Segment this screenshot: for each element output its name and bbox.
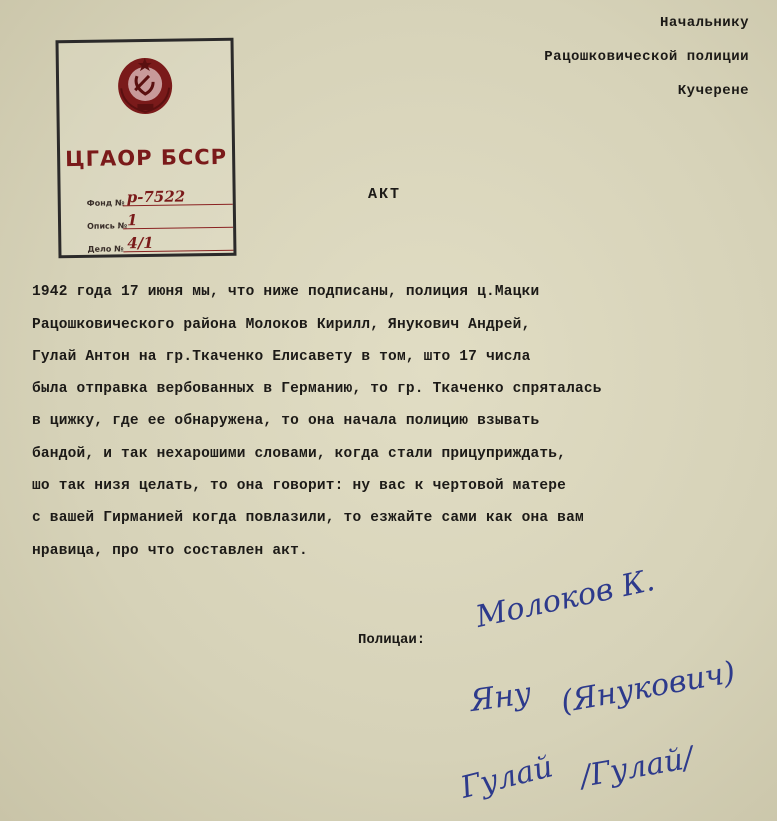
opis-value: 1 xyxy=(126,211,138,230)
soviet-emblem-icon xyxy=(115,56,176,117)
body-line: 1942 года 17 июня мы, что ниже подписаны, полиция ц.Мацки xyxy=(32,284,540,301)
body-line: Гулай Антон на гр.Ткаченко Елисавету в том, што 17 числа xyxy=(32,348,531,365)
document-title: АКТ xyxy=(368,186,402,203)
delo-value: 4/1 xyxy=(127,233,154,253)
body-line: Рацошковического района Молоков Кирилл, Янукович Андрей, xyxy=(32,316,531,333)
body-line: нравица, про что составлен акт. xyxy=(32,542,308,559)
delo-label: Дело № xyxy=(87,244,124,254)
fond-value: р-7522 xyxy=(126,187,186,207)
archive-name: ЦГАОР БССР xyxy=(65,144,228,172)
addressee-block xyxy=(544,6,749,108)
addressee-line-3: Кучерене xyxy=(677,83,749,99)
signature-molokov: Молоков К. xyxy=(472,562,658,635)
archive-stamp xyxy=(55,38,236,258)
opis-label: Опись № xyxy=(87,221,128,231)
signature-yanukovich: Яну xyxy=(467,675,534,720)
stamp-fond-row xyxy=(87,189,237,209)
body-line: в цижку, где ее обнаружена, то она начала полицию взывать xyxy=(32,413,540,430)
signature-gulai: Гулай xyxy=(457,749,557,806)
addressee-line-1: Начальнику xyxy=(659,15,749,31)
body-line: шо так низя целать, то она говорит: ну вас к чертовой матере xyxy=(32,478,567,495)
signatures-label: Полицаи: xyxy=(358,632,426,648)
body-line: была отправка вербованных в Германию, то гр. Ткаченко спряталась xyxy=(32,381,602,398)
addressee-line-2: Рацошковической полиции xyxy=(544,49,749,65)
body-line: с вашей Гирманией когда повлазили, то езжайте сами как она вам xyxy=(32,510,584,527)
stamp-opis-row xyxy=(87,212,237,232)
body-line: бандой, и так нехарошими словами, когда стали прицуприждать, xyxy=(32,445,567,462)
signature-yanukovich-name: (Янукович) xyxy=(558,654,738,721)
fond-label: Фонд № xyxy=(86,198,125,208)
signature-gulai-name: /Гулай/ xyxy=(577,740,696,795)
opis-line xyxy=(123,227,233,230)
